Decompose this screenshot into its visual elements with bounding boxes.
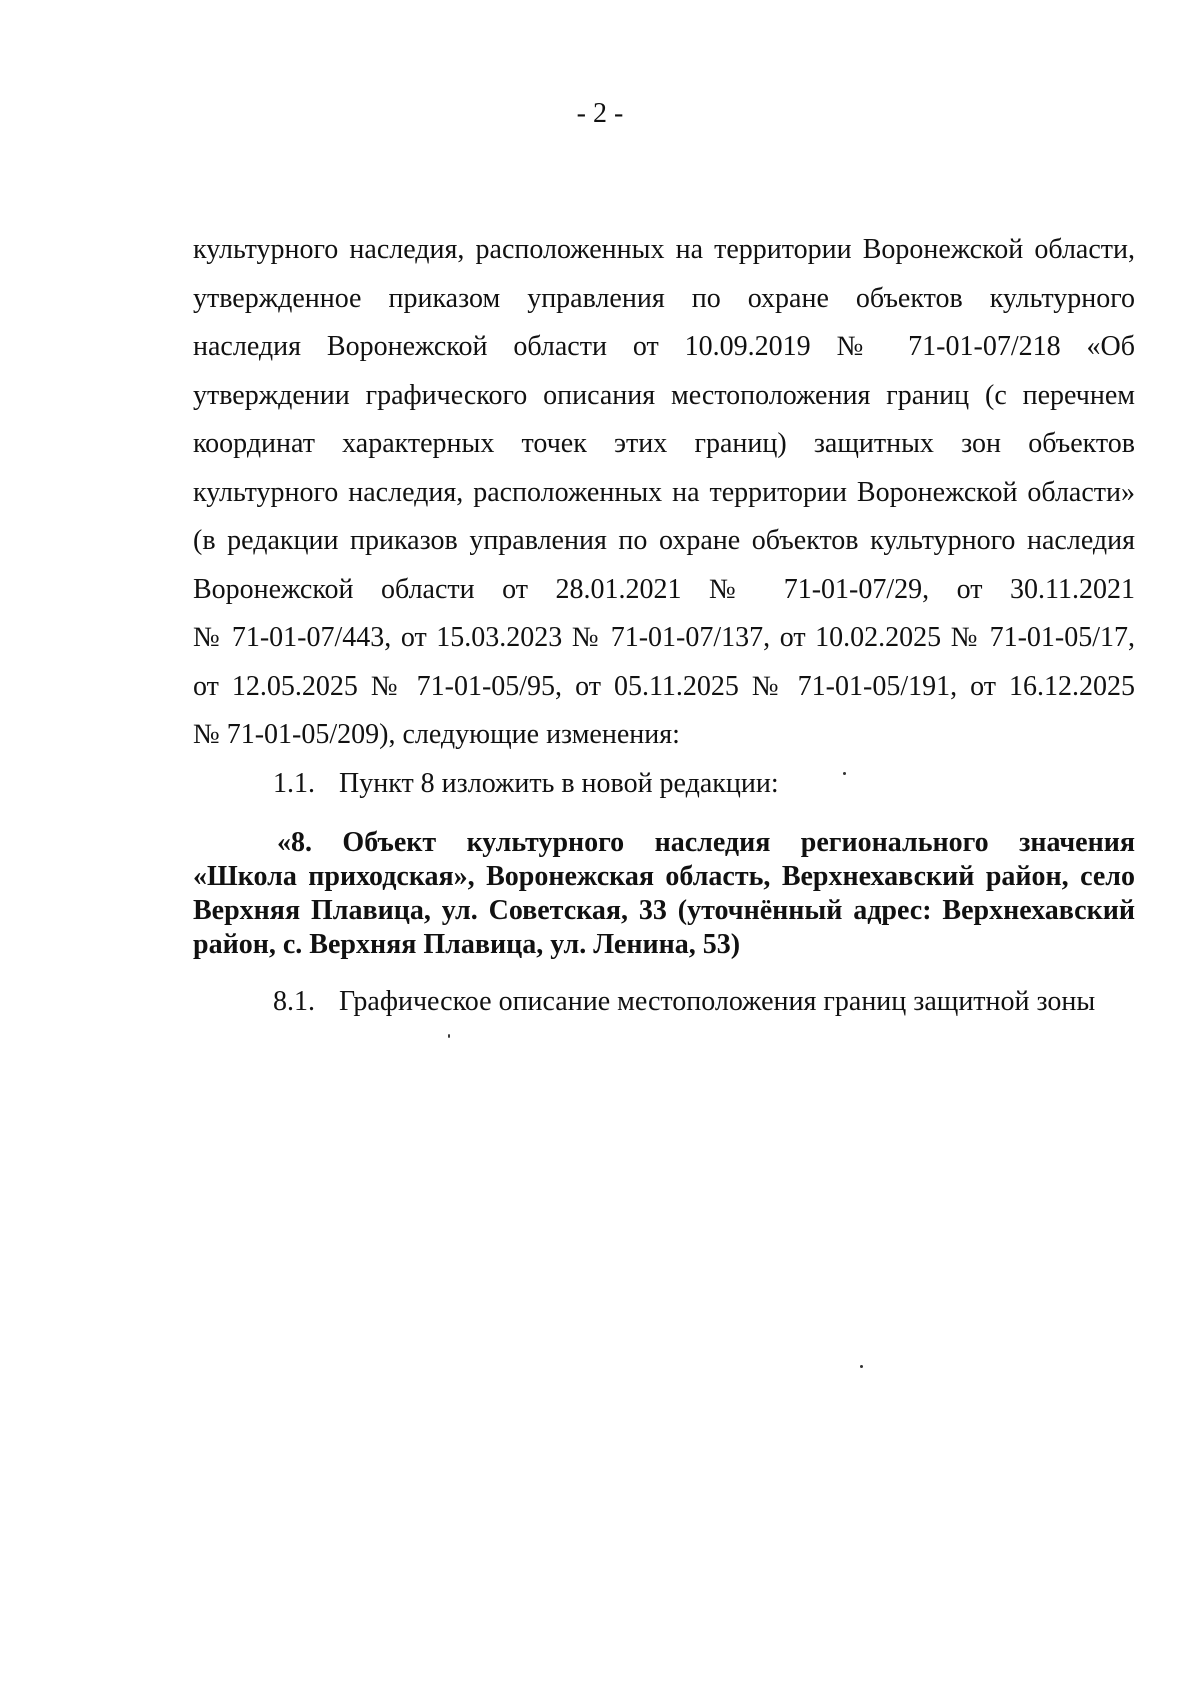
paragraph-line: от 12.05.2025 № 71-01-05/95, от 05.11.2025 № 71-01-05/191, от 16.12.2025 bbox=[193, 670, 1135, 702]
paragraph-line: № 71-01-07/443, от 15.03.2023 № 71-01-07/137, от 10.02.2025 № 71-01-05/17, bbox=[193, 622, 1135, 653]
main-paragraph bbox=[193, 226, 1135, 808]
item-text: Графическое описание местоположения границ защитной зоны bbox=[339, 986, 1096, 1017]
scan-speck bbox=[860, 1365, 863, 1368]
paragraph-line: координат характерных точек этих границ) защитных зон объектов bbox=[193, 428, 1135, 459]
paragraph-line: (в редакции приказов управления по охране объектов культурного наследия bbox=[193, 525, 1135, 556]
paragraph-line: утвержденное приказом управления по охране объектов культурного bbox=[193, 282, 1135, 314]
item-1-1 bbox=[193, 760, 1135, 809]
heading-line: «Школа приходская», Воронежская область, Верхнехавский район, село bbox=[193, 861, 1135, 892]
paragraph-line: культурного наследия, расположенных на территории Воронежской области, bbox=[193, 234, 1135, 265]
scan-speck bbox=[843, 772, 846, 775]
scan-speck bbox=[448, 1034, 450, 1038]
item-number: 8.1. bbox=[273, 986, 315, 1017]
paragraph-line: Воронежской области от 28.01.2021 № 71-01-07/29, от 30.11.2021 bbox=[193, 573, 1135, 605]
item-text: Пункт 8 изложить в новой редакции: bbox=[339, 767, 779, 799]
heading-line: «8. Объект культурного наследия регионального значения bbox=[277, 827, 1135, 858]
page-number: - 2 - bbox=[576, 98, 624, 129]
object-heading bbox=[193, 826, 1135, 962]
paragraph-line: № 71-01-05/209), следующие изменения: bbox=[193, 719, 680, 750]
heading-line: район, с. Верхняя Плавица, ул. Ленина, 53) bbox=[193, 929, 741, 960]
item-8-1-line bbox=[193, 982, 1135, 1022]
heading-line: Верхняя Плавица, ул. Советская, 33 (уточнённый адрес: Верхнехавский bbox=[193, 895, 1135, 926]
paragraph-line: культурного наследия, расположенных на территории Воронежской области» bbox=[193, 476, 1135, 508]
item-8-1 bbox=[193, 982, 1135, 1022]
item-number: 1.1. bbox=[273, 767, 315, 799]
paragraph-line: наследия Воронежской области от 10.09.2019 № 71-01-07/218 «Об bbox=[193, 331, 1135, 362]
paragraph-line: утверждении графического описания местоположения границ (с перечнем bbox=[193, 379, 1135, 411]
